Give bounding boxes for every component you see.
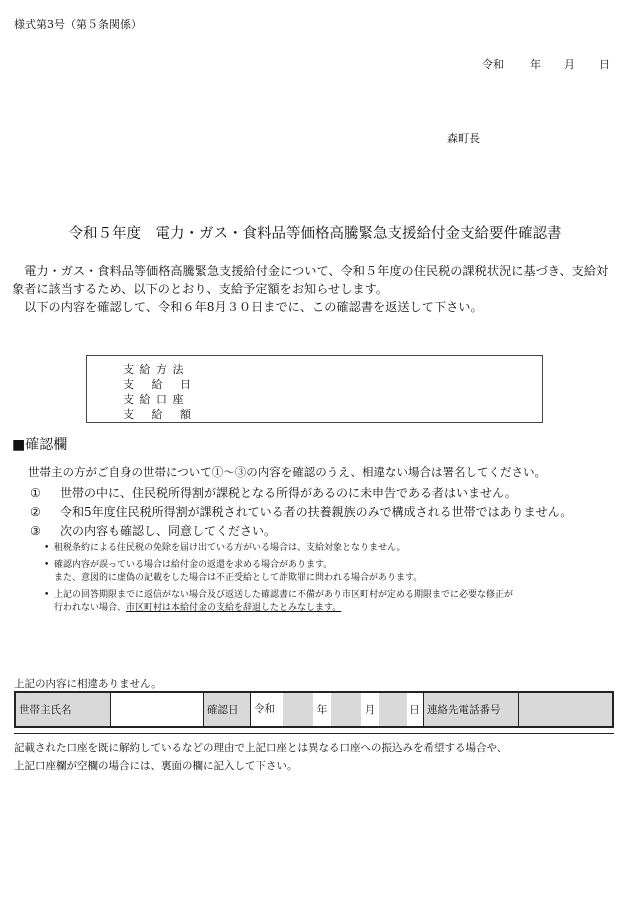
item-text: 次の内容も確認し、同意してください。 — [60, 524, 277, 538]
month-label: 月 — [364, 704, 376, 716]
item-number: ③ — [30, 524, 41, 538]
confirmation-item-2 — [30, 503, 572, 520]
note-3 — [44, 589, 513, 614]
confirmation-heading: ■確認欄 — [12, 437, 68, 453]
era-label: 令和 — [254, 703, 275, 715]
note-1 — [44, 542, 406, 555]
document-title: 令和５年度 電力・ガス・食料品等価格高騰緊急支援給付金支給要件確認書 — [68, 226, 562, 242]
confirmation-item-3 — [30, 522, 276, 539]
head-name-field[interactable] — [111, 693, 204, 726]
intro-paragraph-1: 電力・ガス・食料品等価格高騰緊急支援給付金について、令和５年度の住民税の課税状況に基づき、支給対象者に該当するため、以下のとおり、支給予定額をお知らせします。 — [12, 264, 609, 296]
confirm-date-field[interactable] — [251, 693, 424, 726]
confirmation-item-1 — [30, 484, 517, 501]
date-month: 月 — [564, 58, 575, 71]
payment-info-box — [86, 355, 543, 423]
note-text-continued: 行われない場合、 — [54, 602, 127, 613]
intro-paragraph-2: 以下の内容を確認して、令和６年8月３０日までに、この確認書を返送して下さい。 — [24, 300, 483, 314]
note-text: 上記の回答期限までに返信がない場合及び返送した確認書に不備があり市区町村が定める期限までに必要な修正が — [54, 590, 514, 600]
divider-line — [14, 733, 614, 734]
item-text: 世帯の中に、住民税所得割が課税となる所得があるのに未申告である者はいません。 — [60, 486, 517, 500]
payment-method-label: 支 給 方 法 — [123, 363, 185, 376]
day-input-cell[interactable] — [379, 693, 407, 726]
intro-text — [12, 262, 616, 316]
issue-date — [482, 56, 610, 72]
note-2 — [44, 559, 422, 584]
bullet-icon: • — [44, 590, 50, 600]
bullet-icon: • — [44, 560, 50, 570]
item-number: ① — [30, 486, 41, 500]
item-number: ② — [30, 505, 41, 519]
phone-field[interactable] — [519, 693, 612, 726]
footer-line-1: 記載された口座を既に解約しているなどの理由で上記口座とは異なる口座への振込みを希望する場合や、 — [14, 742, 508, 754]
phone-label: 連絡先電話番号 — [424, 693, 519, 726]
note-text-continued: また、意図的に虚偽の記載をした場合は不正受給として詐欺罪に問われる場合があります。 — [54, 572, 423, 583]
note-text-underlined: 市区町村は本給付金の支給を辞退したとみなします。 — [126, 602, 342, 613]
bullet-icon: • — [44, 543, 50, 553]
confirm-date-label: 確認日 — [204, 693, 251, 726]
date-year: 年 — [530, 58, 541, 71]
note-text: 租税条約による住民税の免除を届け出ている方がいる場合は、支給対象となりません。 — [54, 543, 406, 553]
day-label: 日 — [409, 704, 420, 716]
item-text: 令和5年度住民税所得割が課税されている者の扶養親族のみで構成される世帯ではありません。 — [60, 505, 573, 519]
sender-name: 森町長 — [447, 132, 480, 145]
head-name-label: 世帯主氏名 — [16, 693, 111, 726]
month-input-cell[interactable] — [331, 693, 361, 726]
payment-amount-label: 支 給 額 — [123, 408, 192, 421]
confirmation-statement: 上記の内容に相違ありません。 — [14, 678, 162, 690]
date-era: 令和 — [482, 58, 504, 71]
confirmation-lead: 世帯主の方がご自身の世帯について①～③の内容を確認のうえ、相違ない場合は署名してください。 — [28, 465, 546, 479]
year-label: 年 — [316, 704, 328, 716]
year-input-cell[interactable] — [283, 693, 313, 726]
payment-account-label: 支 給 口 座 — [123, 393, 185, 406]
note-text: 確認内容が誤っている場合は給付金の返還を求める場合があります。 — [54, 560, 333, 570]
payment-date-label: 支 給 日 — [123, 378, 192, 391]
date-day: 日 — [599, 58, 610, 71]
form-number: 様式第3号（第５条関係） — [14, 18, 142, 31]
signature-table — [14, 691, 614, 728]
footer-line-2: 上記口座欄が空欄の場合には、裏面の欄に記入して下さい。 — [14, 760, 298, 772]
